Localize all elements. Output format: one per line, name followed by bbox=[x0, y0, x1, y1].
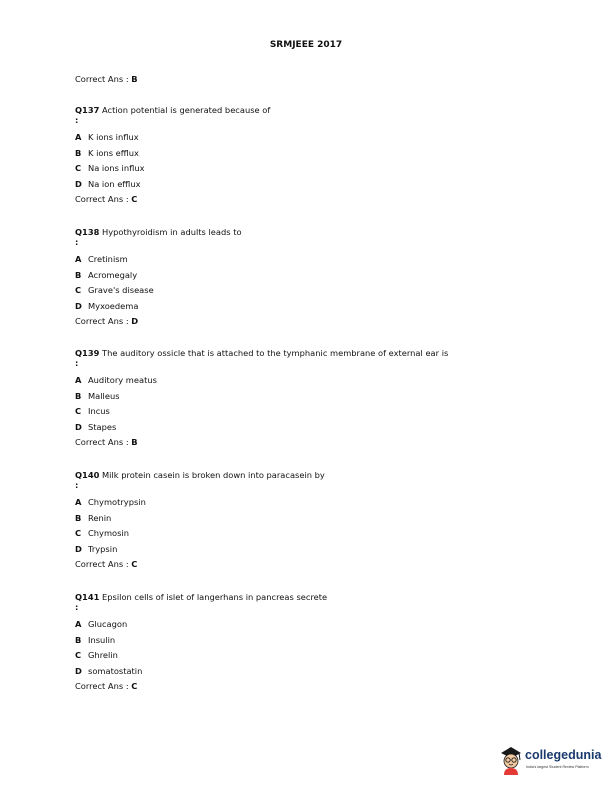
question-138 bbox=[75, 227, 242, 326]
question-text: Milk protein casein is broken down into paracasein by bbox=[102, 470, 325, 480]
option-text: Renin bbox=[88, 512, 112, 523]
option-letter: D bbox=[75, 300, 82, 311]
question-colon: : bbox=[75, 358, 79, 368]
option-letter: B bbox=[75, 147, 82, 158]
option-letter: B bbox=[75, 390, 82, 401]
option-c bbox=[75, 528, 325, 544]
option-letter: B bbox=[75, 512, 82, 523]
page-title: SRMJEEE 2017 bbox=[269, 40, 343, 50]
option-text: Auditory meatus bbox=[88, 375, 157, 385]
question-140 bbox=[75, 470, 325, 569]
option-letter: A bbox=[75, 132, 82, 142]
question-text-line bbox=[75, 227, 242, 237]
question-text: Action potential is generated because of bbox=[102, 105, 271, 115]
answer-value: C bbox=[131, 681, 138, 692]
question-colon: : bbox=[75, 480, 79, 490]
collegedunia-logo bbox=[498, 744, 606, 780]
logo-tagline: India's largest Student Review Platform bbox=[526, 765, 589, 769]
option-letter: C bbox=[75, 528, 82, 539]
previous-correct-answer bbox=[75, 74, 138, 84]
question-number: Q139 bbox=[75, 348, 100, 358]
option-text: Cretinism bbox=[88, 254, 128, 264]
option-a bbox=[75, 375, 448, 391]
answer-label: Correct Ans : bbox=[75, 681, 129, 692]
option-letter: C bbox=[75, 650, 82, 661]
option-c bbox=[75, 285, 242, 301]
question-colon: : bbox=[75, 602, 79, 612]
option-letter: D bbox=[75, 665, 82, 676]
option-letter: B bbox=[75, 634, 82, 645]
question-text-line bbox=[75, 105, 270, 115]
option-letter: C bbox=[75, 163, 82, 174]
option-text: Na ions influx bbox=[88, 163, 145, 174]
question-text: The auditory ossicle that is attached to the tymphanic membrane of external ear is bbox=[102, 348, 449, 358]
option-b bbox=[75, 148, 270, 164]
question-number: Q138 bbox=[75, 227, 100, 237]
option-text: Grave's disease bbox=[88, 285, 154, 296]
answer-value: C bbox=[131, 194, 138, 205]
option-d bbox=[75, 666, 327, 682]
question-141 bbox=[75, 592, 327, 691]
option-a bbox=[75, 619, 327, 635]
question-text-line bbox=[75, 348, 448, 358]
option-d bbox=[75, 179, 270, 195]
option-text: Insulin bbox=[88, 634, 116, 645]
option-text: Trypsin bbox=[88, 543, 118, 554]
question-text: Hypothyroidism in adults leads to bbox=[102, 227, 242, 237]
option-letter: D bbox=[75, 421, 82, 432]
option-c bbox=[75, 163, 270, 179]
answer-label: Correct Ans : bbox=[75, 194, 129, 205]
option-letter: A bbox=[75, 375, 82, 385]
question-137 bbox=[75, 105, 270, 204]
option-b bbox=[75, 391, 448, 407]
option-letter: D bbox=[75, 543, 82, 554]
option-text: Acromegaly bbox=[88, 269, 138, 280]
option-d bbox=[75, 544, 325, 560]
option-text: Incus bbox=[88, 406, 110, 417]
answer-label: Correct Ans : bbox=[75, 559, 129, 570]
logo-wordmark: collegedunia bbox=[525, 748, 602, 762]
option-text: somatostatin bbox=[88, 665, 143, 676]
option-letter: D bbox=[75, 178, 82, 189]
correct-answer bbox=[75, 437, 448, 447]
correct-answer bbox=[75, 681, 327, 691]
option-d bbox=[75, 422, 448, 438]
question-number: Q141 bbox=[75, 592, 100, 602]
correct-answer bbox=[75, 316, 242, 326]
option-letter: C bbox=[75, 285, 82, 296]
option-text: Stapes bbox=[88, 421, 117, 432]
question-text-line bbox=[75, 592, 327, 602]
question-text: Epsilon cells of islet of langerhans in pancreas secrete bbox=[102, 592, 328, 602]
answer-label: Correct Ans : bbox=[75, 74, 129, 84]
option-letter: A bbox=[75, 497, 82, 507]
correct-answer bbox=[75, 194, 270, 204]
option-a bbox=[75, 254, 242, 270]
option-text: Na ion efflux bbox=[88, 178, 141, 189]
correct-answer bbox=[75, 559, 325, 569]
option-a bbox=[75, 497, 325, 513]
option-letter: B bbox=[75, 269, 82, 280]
answer-value: D bbox=[131, 316, 139, 327]
question-number: Q140 bbox=[75, 470, 100, 480]
option-c bbox=[75, 406, 448, 422]
option-a bbox=[75, 132, 270, 148]
option-letter: C bbox=[75, 406, 82, 417]
mascot-icon bbox=[498, 744, 524, 778]
answer-value: B bbox=[131, 74, 138, 84]
option-d bbox=[75, 301, 242, 317]
option-text: K ions efflux bbox=[88, 147, 139, 158]
option-text: Malleus bbox=[88, 390, 120, 401]
option-b bbox=[75, 270, 242, 286]
answer-value: B bbox=[131, 437, 138, 448]
option-text: Chymotrypsin bbox=[88, 497, 146, 507]
question-colon: : bbox=[75, 115, 79, 125]
option-letter: A bbox=[75, 254, 82, 264]
option-text: Glucagon bbox=[88, 619, 128, 629]
question-139 bbox=[75, 348, 448, 447]
question-number: Q137 bbox=[75, 105, 100, 115]
option-text: Myxoedema bbox=[88, 300, 139, 311]
option-b bbox=[75, 513, 325, 529]
option-b bbox=[75, 635, 327, 651]
option-text: Ghrelin bbox=[88, 650, 118, 661]
answer-value: C bbox=[131, 559, 138, 570]
question-text-line bbox=[75, 470, 325, 480]
option-c bbox=[75, 650, 327, 666]
option-text: Chymosin bbox=[88, 528, 130, 539]
question-colon: : bbox=[75, 237, 79, 247]
answer-label: Correct Ans : bbox=[75, 316, 129, 327]
answer-label: Correct Ans : bbox=[75, 437, 129, 448]
option-letter: A bbox=[75, 619, 82, 629]
option-text: K ions influx bbox=[88, 132, 139, 142]
